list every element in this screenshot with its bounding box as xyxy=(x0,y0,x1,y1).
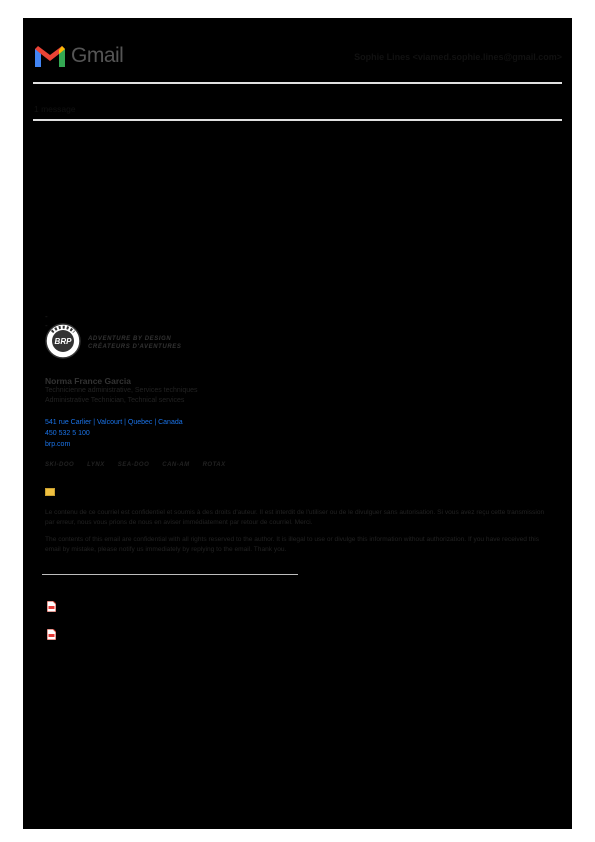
brp-tagline-en: ADVENTURE BY DESIGN xyxy=(88,336,172,342)
signature-phone-link[interactable]: 450 532 5 100 xyxy=(45,430,90,437)
thread-divider xyxy=(33,119,562,121)
print-header xyxy=(33,42,562,72)
brand-logo: SKI-DOO xyxy=(45,462,75,468)
signature-address-link[interactable]: 541 rue Carlier | Valcourt | Quebec | Canada xyxy=(45,419,183,426)
brp-logo xyxy=(45,323,185,365)
disclaimer-en: The contents of this email are confidential with all rights reserved to the author. It is illegal to use or divulge this information without authorization. If you have received this email by mistake, please notify us immediately by replying to the email. Thank you. xyxy=(45,536,540,553)
pdf-icon[interactable] xyxy=(47,629,56,640)
brp-logo-text: BRP xyxy=(54,337,72,346)
signature-website-link[interactable]: brp.com xyxy=(45,441,71,448)
signature-dash: -- xyxy=(45,312,48,330)
brand-logo: SEA-DOO xyxy=(117,462,150,468)
email-print-page xyxy=(23,18,572,829)
signature-title-en: Administrative Technician, Technical services xyxy=(45,397,185,404)
gmail-wordmark: Gmail xyxy=(71,44,124,67)
attachments-divider xyxy=(42,574,298,575)
signature-name: Norma France Garcia xyxy=(45,376,131,386)
disclaimer-fr: Le contenu de ce courriel est confidentiel et soumis à des droits d'auteur. Il est interdit de l'utiliser ou de le divulguer sans autorisation. Si vous avez reçu cette transmission par erreur, nous vous prions de nous en aviser immédiatement par retour de courriel. Merci. xyxy=(45,509,545,526)
sender-address: Sophie Lines <viamed.sophie.lines@gmail.com> xyxy=(354,52,562,62)
envelope-icon xyxy=(45,488,55,496)
brand-logos xyxy=(45,462,226,468)
gmail-logo xyxy=(33,42,123,70)
header-divider xyxy=(33,82,562,84)
brand-logo: ROTAX xyxy=(202,462,226,468)
brand-logo: CAN-AM xyxy=(162,462,190,468)
brp-logo-icon xyxy=(45,323,81,359)
signature-title-fr: Technicienne administrative, Services techniques xyxy=(45,387,198,394)
message-count: 1 message xyxy=(34,104,76,114)
brp-tagline xyxy=(88,335,181,351)
gmail-m-icon xyxy=(33,43,67,69)
brand-logo: LYNX xyxy=(87,462,105,468)
brp-tagline-fr: CRÉATEURS D'AVENTURES xyxy=(88,344,182,350)
pdf-icon[interactable] xyxy=(47,601,56,612)
